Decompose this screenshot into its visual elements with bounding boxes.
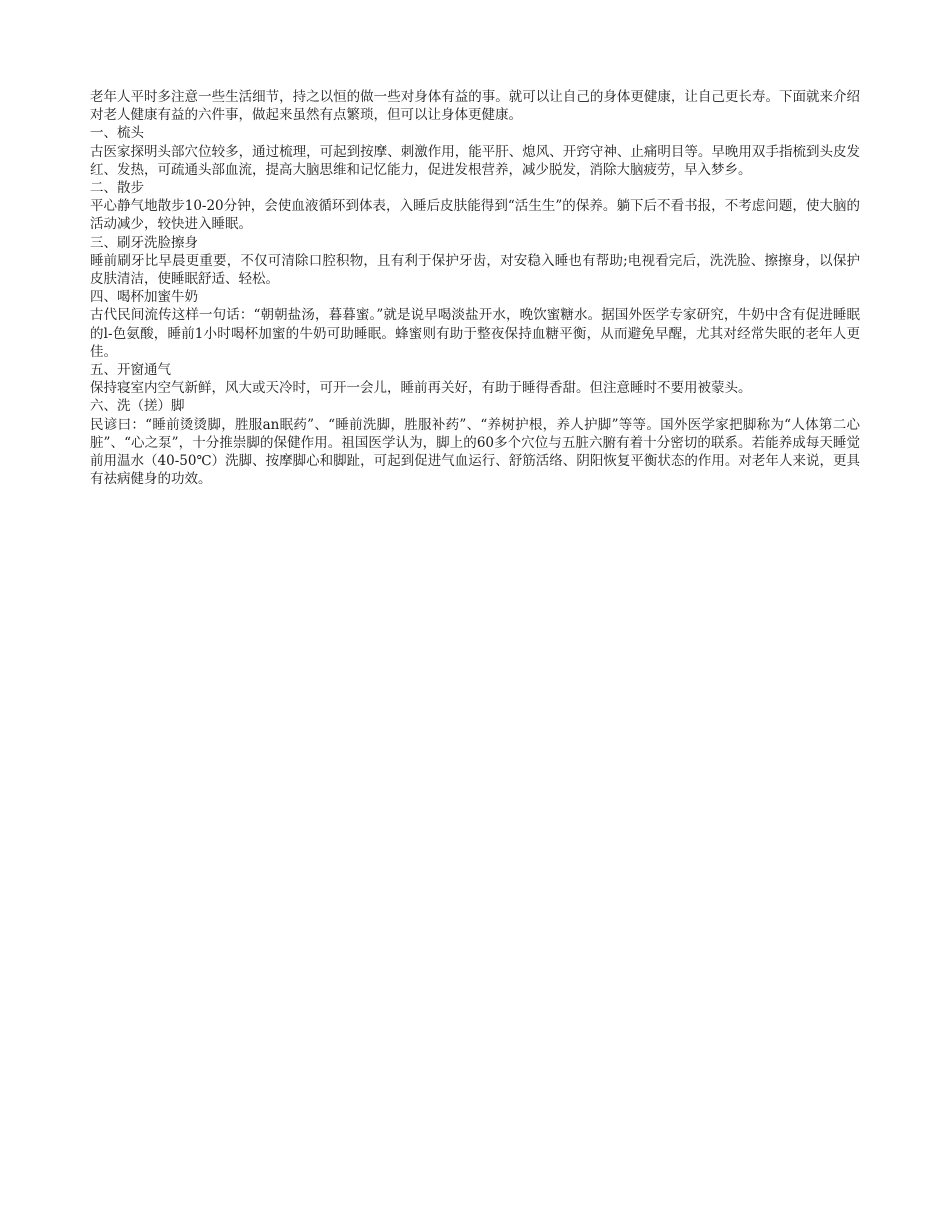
section-heading-honey-milk: 四、喝杯加蜜牛奶	[90, 289, 198, 306]
section-text-comb-hair: 古医家探明头部穴位较多，通过梳理，可起到按摩、刺激作用，能平肝、熄风、开窍守神、止痛明目等。早晚用双手指梳到头皮发红、发热，可疏通头部血流，提高大脑思维和记忆能力，促进发根营养，减少脱发，消除大脑疲劳，早入梦乡。	[90, 143, 860, 178]
section-heading-walk: 二、散步	[90, 180, 144, 197]
section-text-brush-wash: 睡前刷牙比早晨更重要，不仅可清除口腔积物，且有利于保护牙齿，对安稳入睡也有帮助;电视看完后，洗洗脸、擦擦身，以保护皮肤清洁，使睡眠舒适、轻松。	[90, 252, 860, 288]
section-heading-ventilate: 五、开窗通气	[90, 362, 171, 379]
section-text-wash-feet: 民谚曰：“睡前烫烫脚，胜服an眠药”、“睡前洗脚，胜服补药”、“养树护根，养人护脚”等等。国外医学家把脚称为“人体第二心脏”、“心之泵”，十分推崇脚的保健作用。祖国医学认为，脚上的60多个穴位与五脏六腑有着十分密切的联系。若能养成每天睡觉前用温水（40-50℃）洗脚、按摩脚心和脚趾，可起到促进气血运行、舒筋活络、阴阳恢复平衡状态的作用。对老年人来说，更具有祛病健身的功效。	[90, 416, 860, 488]
section-text-walk: 平心静气地散步10-20分钟，会使血液循环到体表，入睡后皮肤能得到“活生生”的保养。躺下后不看书报，不考虑问题，使大脑的活动减少，较快进入睡眠。	[90, 198, 860, 233]
section-text-ventilate: 保持寝室内空气新鲜，风大或天冷时，可开一会儿，睡前再关好，有助于睡得香甜。但注意睡时不要用被蒙头。	[90, 380, 752, 397]
section-heading-brush-wash: 三、刷牙洗脸擦身	[90, 234, 198, 251]
section-heading-comb-hair: 一、梳头	[90, 125, 144, 142]
section-heading-wash-feet: 六、洗（搓）脚	[90, 398, 185, 415]
section-text-honey-milk: 古代民间流传这样一句话：“朝朝盐汤，暮暮蜜。”就是说早喝淡盐开水，晚饮蜜糖水。据国外医学专家研究，牛奶中含有促进睡眠的l-色氨酸，睡前1小时喝杯加蜜的牛奶可助睡眠。蜂蜜则有助于整夜保持血糖平衡，从而避免早醒，尤其对经常失眠的老年人更佳。	[90, 307, 860, 360]
intro-paragraph: 老年人平时多注意一些生活细节，持之以恒的做一些对身体有益的事。就可以让自己的身体更健康，让自己更长寿。下面就来介绍对老人健康有益的六件事，做起来虽然有点繁琐，但可以让身体更健康。	[90, 89, 860, 124]
document-body	[90, 88, 860, 488]
